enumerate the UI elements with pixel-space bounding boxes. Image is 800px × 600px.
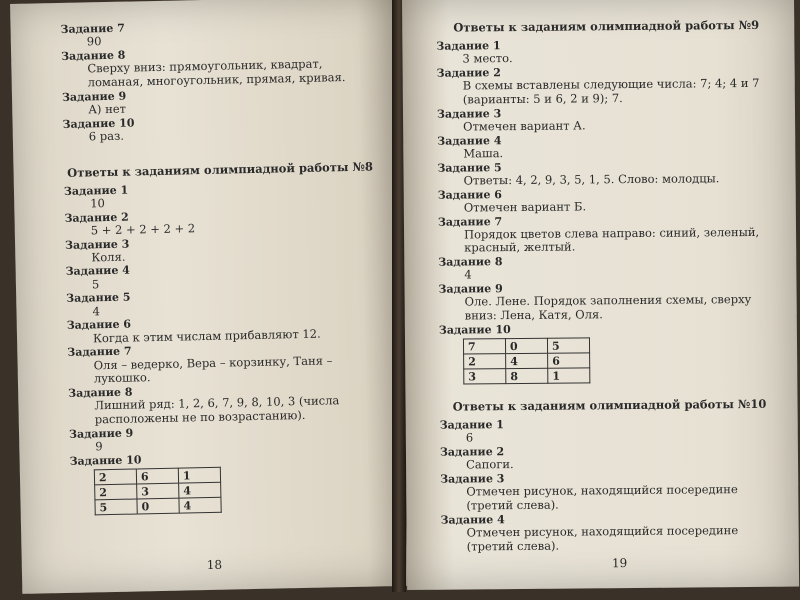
left-page-content: [60, 16, 383, 520]
table-cell: 8: [506, 368, 548, 383]
task-item: [440, 443, 780, 473]
task-item: [438, 280, 778, 324]
task-item: [440, 510, 780, 554]
right-page: [402, 0, 799, 590]
task-item: [437, 104, 777, 134]
task-answer: Оле. Лене. Порядок заполнения схемы, сверху вниз: Лена, Катя, Оля.: [464, 292, 752, 323]
task-answer: Порядок цветов слева направо: синий, зеленый, красный, желтый.: [463, 224, 760, 255]
task-answer: Коля.: [91, 249, 126, 265]
table-row: [95, 497, 221, 515]
task-label: Задание 9: [61, 89, 127, 104]
answer-table: [94, 467, 222, 516]
task-item: [437, 131, 777, 161]
task-answer: А) нет: [88, 101, 127, 117]
task-label: Задание 6: [437, 187, 502, 202]
table-cell: 2: [95, 484, 137, 500]
table-cell: 0: [137, 498, 179, 514]
task-label: Задание 8: [438, 255, 503, 269]
task-item: [440, 470, 780, 514]
task-label: Задание 10: [438, 323, 511, 337]
task-label: Задание 5: [437, 160, 502, 175]
table-cell: 4: [179, 497, 221, 513]
task-label: Задание 10: [69, 453, 142, 468]
table-cell: 2: [94, 469, 136, 485]
task-answer: Ответы: 4, 2, 9, 3, 5, 1, 5. Слово: молодцы.: [463, 170, 720, 188]
table-cell: 6: [136, 468, 178, 484]
task-answer: Отмечен рисунок, находящийся посередине (третий слева).: [466, 523, 739, 554]
task-item: [62, 111, 375, 145]
section-title-10: Ответы к заданиям олимпиадной работы №10: [452, 397, 767, 414]
task-answer: Маша.: [463, 145, 504, 161]
task-answer: 6 раз.: [88, 128, 125, 144]
task-answer: 9: [95, 439, 103, 454]
task-answer: Сверху вниз: прямоугольник, квадрат, ломаная, многоугольник, прямая, кривая.: [87, 56, 346, 90]
task-label: Задание 2: [436, 65, 501, 80]
task-answer: 90: [86, 34, 102, 49]
task-item: [436, 37, 776, 67]
section-title-8: Ответы к заданиям олимпиадной работы №8: [67, 159, 374, 180]
task-answer: Лишний ряд: 1, 2, 6, 7, 9, 8, 10, 3 (числа расположены не по возрастанию).: [94, 393, 340, 427]
task-item: [438, 253, 778, 283]
task-label: Задание 3: [436, 106, 502, 121]
task-label: Задание 8: [68, 385, 133, 401]
task-answer: Когда к этим числам прибавляют 12.: [92, 326, 321, 346]
task-answer: Отмечен вариант А.: [463, 118, 586, 134]
section-10-items: [440, 416, 781, 554]
table-cell: 5: [547, 338, 589, 353]
left-top-items: [60, 16, 375, 144]
page-number: 19: [611, 556, 628, 571]
task-item: [438, 185, 778, 215]
task-label: Задание 3: [64, 237, 130, 252]
task-item: [438, 212, 778, 256]
table-row: [463, 338, 589, 354]
task-label: Задание 3: [440, 472, 505, 486]
task-label: Задание 7: [60, 21, 125, 36]
section-title-9: Ответы к заданиям олимпиадной работы №9: [453, 17, 760, 35]
task-label: Задание 9: [68, 426, 134, 441]
task-label: Задание 6: [66, 318, 132, 333]
task-label: Задание 4: [440, 512, 505, 527]
task-answer: 5: [91, 276, 100, 292]
left-page: [10, 0, 407, 594]
task-label: Задание 8: [61, 48, 126, 63]
table-row: [464, 368, 590, 384]
task-answer: 3 место.: [462, 51, 513, 66]
task-answer: 4: [92, 303, 100, 319]
task-answer: Сапоги.: [465, 457, 514, 472]
task-label: Задание 10: [62, 116, 135, 131]
task-answer: Оля – ведерко, Вера – корзинку, Таня – лукошко.: [93, 352, 333, 386]
right-page-content: [436, 19, 781, 555]
task-label: Задание 5: [66, 291, 131, 306]
task-answer: 6: [465, 430, 474, 445]
table-cell: 4: [506, 353, 548, 368]
task-item: [440, 416, 780, 446]
task-answer: В схемы вставлены следующие числа: 7; 4; 4 и 7 (варианты: 5 и 6, 2 и 9); 7.: [462, 75, 760, 107]
task-item: [437, 158, 777, 188]
table-cell: 0: [505, 338, 547, 353]
task-answer: 10: [90, 195, 106, 211]
task-label: Задание 4: [65, 264, 131, 279]
task-label: Задание 2: [64, 210, 129, 225]
table-cell: 5: [95, 499, 137, 515]
task-label: Задание 4: [437, 133, 502, 148]
task-item: [67, 340, 381, 387]
task-answer: 5 + 2 + 2 + 2 + 2: [90, 220, 196, 238]
task-label: Задание 9: [438, 282, 503, 296]
table-cell: 7: [463, 339, 505, 354]
table-cell: 2: [464, 354, 506, 369]
table-cell: 1: [178, 467, 220, 483]
answer-table: [463, 338, 590, 385]
task-label: Задание 7: [437, 214, 503, 229]
task-answer: Отмечен рисунок, находящийся посередине (третий слева).: [466, 482, 738, 513]
task-item: [437, 64, 777, 108]
task-label: Задание 7: [67, 345, 132, 360]
task-label: Задание 1: [63, 183, 129, 198]
table-cell: 4: [179, 482, 221, 498]
table-row: [464, 353, 590, 369]
section-9-items: [436, 37, 778, 324]
task-label: Задание 1: [439, 418, 504, 432]
task-label: Задание 1: [436, 38, 501, 53]
table-cell: 3: [464, 369, 506, 384]
task-label: Задание 2: [439, 445, 505, 459]
table-cell: 6: [548, 353, 590, 368]
task-answer: 4: [464, 267, 472, 282]
page-number: 18: [206, 557, 223, 573]
task-item: [61, 43, 375, 90]
table-cell: 3: [137, 483, 179, 499]
task-item: [68, 381, 382, 428]
task-answer: Отмечен вариант Б.: [463, 199, 587, 215]
section-8-items: [64, 178, 383, 455]
table-cell: 1: [548, 368, 590, 383]
